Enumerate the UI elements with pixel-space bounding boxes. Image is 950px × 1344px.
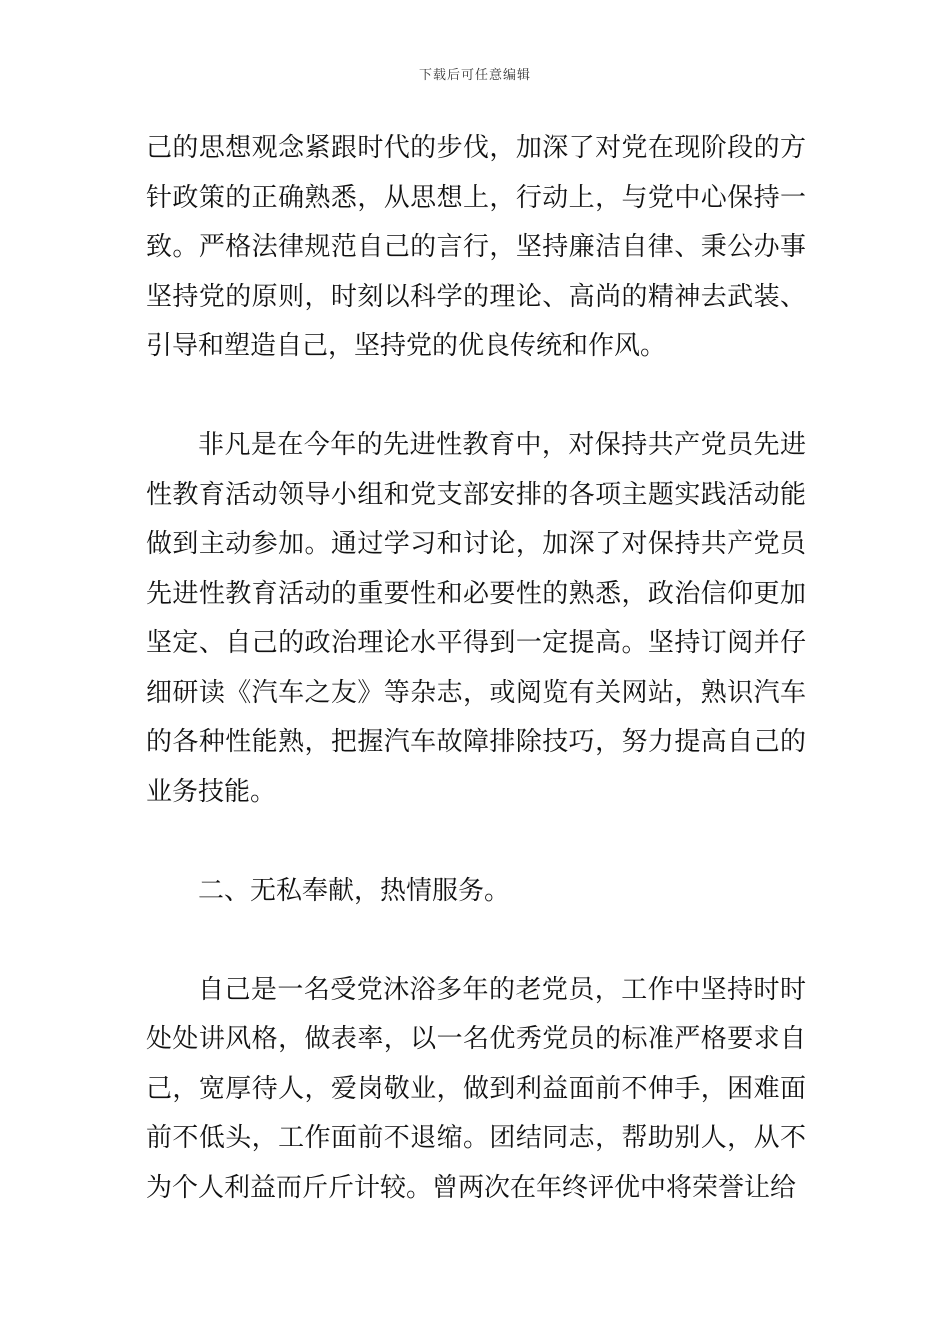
paragraph-spacer [146,916,806,966]
paragraph-dedication: 自己是一名受党沐浴多年的老党员，工作中坚持时时处处讲风格，做表率，以一名优秀党员的标准严格要求自己，宽厚待人，爱岗敬业，做到利益面前不伸手，困难面前不低头，工作面前不退缩。团结同志，帮助别人，从不为个人利益而斤斤计较。曾两次在年终评优中将荣誉让给 [146,974,806,1203]
section-heading: 二、无私奉献，热情服务。 [198,875,511,906]
paragraph-advanced-education: 非凡是在今年的先进性教育中，对保持共产党员先进性教育活动领导小组和党支部安排的各项主题实践活动能做到主动参加。通过学习和讨论，加深了对保持共产党员先进性教育活动的重要性和必要性的熟悉，政治信仰更加坚定、自己的政治理论水平得到一定提高。坚持订阅并仔细研读《汽车之友》等杂志，或阅览有关网站，熟识汽车的各种性能熟，把握汽车故障排除技巧，努力提高自己的业务技能。 [146,430,806,807]
paragraph-spacer [146,372,806,422]
paragraph-continuation: 己的思想观念紧跟时代的步伐，加深了对党在现阶段的方针政策的正确熟悉，从思想上，行动上，与党中心保持一致。严格法律规范自己的言行，坚持廉洁自律、秉公办事坚持党的原则，时刻以科学的理论、高尚的精神去武装、引导和塑造自己，坚持党的优良传统和作风。 [146,133,806,361]
page-header: 下载后可任意编辑 [418,68,531,83]
paragraph-spacer [146,817,806,867]
document-body [146,124,806,1213]
